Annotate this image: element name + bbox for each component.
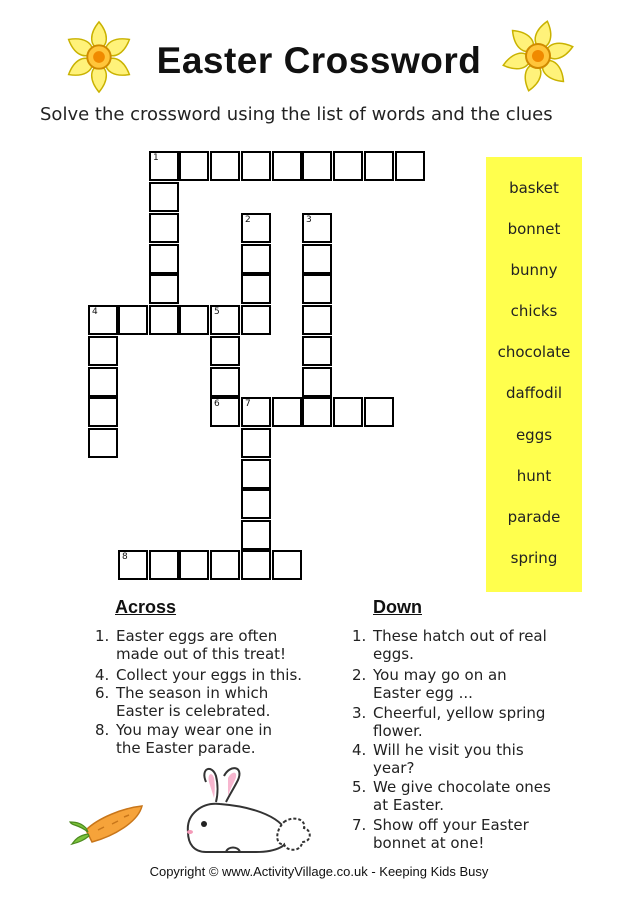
grid-cell[interactable] [149,244,179,274]
clue-text: You may wear one in the Easter parade. [116,721,273,757]
grid-cell[interactable] [88,428,118,458]
grid-cell[interactable] [302,213,332,243]
clue-num: 1. [95,627,110,645]
grid-cell[interactable] [272,151,302,181]
grid-cell[interactable] [88,336,118,366]
grid-cell[interactable] [149,274,179,304]
grid-cell[interactable] [364,151,394,181]
word-list-item: chicks [510,302,558,320]
grid-cell[interactable] [118,305,148,335]
grid-cell[interactable] [241,428,271,458]
grid-cell[interactable] [210,367,240,397]
down-clue [352,627,572,663]
clue-number: 7 [245,399,251,409]
grid-cell[interactable] [241,489,271,519]
grid-cell[interactable] [272,550,302,580]
word-list-item: chocolate [497,343,571,361]
grid-cell[interactable] [302,151,332,181]
across-clue [95,666,315,684]
clue-number: 1 [153,153,159,163]
clue-num: 5. [352,778,367,796]
grid-cell[interactable] [364,397,394,427]
clue-number: 3 [306,215,312,225]
grid-cell[interactable] [149,182,179,212]
clue-number: 8 [122,552,128,562]
clue-text: The season in which Easter is celebrated. [116,684,271,720]
clue-number: 4 [92,307,98,317]
grid-cell[interactable] [210,151,240,181]
down-clue [352,816,572,852]
copyright-footer: Copyright © www.ActivityVillage.co.uk - Keeping Kids Busy [149,864,489,879]
grid-cell[interactable] [149,151,179,181]
clue-number: 2 [245,215,251,225]
clue-num: 3. [352,704,367,722]
word-list [486,157,582,592]
grid-cell[interactable] [179,550,209,580]
grid-cell[interactable] [302,367,332,397]
grid-cell[interactable] [241,244,271,274]
grid-cell[interactable] [88,367,118,397]
clue-number: 5 [214,307,220,317]
grid-cell[interactable] [241,274,271,304]
carrot-icon [68,800,148,848]
grid-cell[interactable] [241,550,271,580]
grid-cell[interactable] [241,305,271,335]
grid-cell[interactable] [241,397,271,427]
clue-num: 7. [352,816,367,834]
page-title: Easter Crossword [156,40,482,81]
grid-cell[interactable] [395,151,425,181]
down-heading: Down [373,597,422,617]
clue-num: 6. [95,684,110,702]
word-list-item: bunny [510,261,558,279]
word-list-item: daffodil [505,384,563,402]
grid-cell[interactable] [88,397,118,427]
grid-cell[interactable] [302,244,332,274]
grid-cell[interactable] [302,397,332,427]
clue-text: Will he visit you this year? [373,741,524,777]
grid-cell[interactable] [210,550,240,580]
across-clue [95,721,315,757]
clue-num: 2. [352,666,367,684]
bunny-icon [176,762,326,862]
grid-cell[interactable] [179,151,209,181]
grid-cell[interactable] [149,305,179,335]
clue-text: Cheerful, yellow spring flower. [373,704,546,740]
clue-num: 4. [352,741,367,759]
clue-text: You may go on an Easter egg ... [373,666,507,702]
grid-cell[interactable] [333,151,363,181]
clue-text: Collect your eggs in this. [116,666,303,684]
down-clue [352,704,572,740]
grid-cell[interactable] [272,397,302,427]
grid-cell[interactable] [302,336,332,366]
down-clue [352,741,572,777]
clue-number: 6 [214,399,220,409]
word-list-item: spring [510,549,558,567]
grid-cell[interactable] [302,305,332,335]
across-clue [95,684,315,720]
grid-cell[interactable] [179,305,209,335]
word-list-item: eggs [515,426,553,444]
clue-num: 8. [95,721,110,739]
clue-text: We give chocolate ones at Easter. [373,778,551,814]
instructions: Solve the crossword using the list of words and the clues [40,104,553,125]
grid-cell[interactable] [88,305,118,335]
word-list-item: basket [509,179,559,197]
grid-cell[interactable] [241,151,271,181]
word-list-item: bonnet [507,220,561,238]
down-clue [352,666,572,702]
grid-cell[interactable] [149,213,179,243]
word-list-item: hunt [516,467,552,485]
grid-cell[interactable] [210,336,240,366]
word-list-item: parade [507,508,561,526]
across-heading: Across [115,597,177,617]
grid-cell[interactable] [210,397,240,427]
clue-text: Show off your Easter bonnet at one! [373,816,529,852]
clue-text: Easter eggs are often made out of this treat! [116,627,287,663]
grid-cell[interactable] [241,213,271,243]
grid-cell[interactable] [333,397,363,427]
down-clue [352,778,572,814]
grid-cell[interactable] [210,305,240,335]
grid-cell[interactable] [241,520,271,550]
across-clue [95,627,315,663]
clue-num: 1. [352,627,367,645]
grid-cell[interactable] [241,459,271,489]
grid-cell[interactable] [302,274,332,304]
clue-num: 4. [95,666,110,684]
grid-cell[interactable] [149,550,179,580]
grid-cell[interactable] [118,550,148,580]
clue-text: These hatch out of real eggs. [373,627,547,663]
